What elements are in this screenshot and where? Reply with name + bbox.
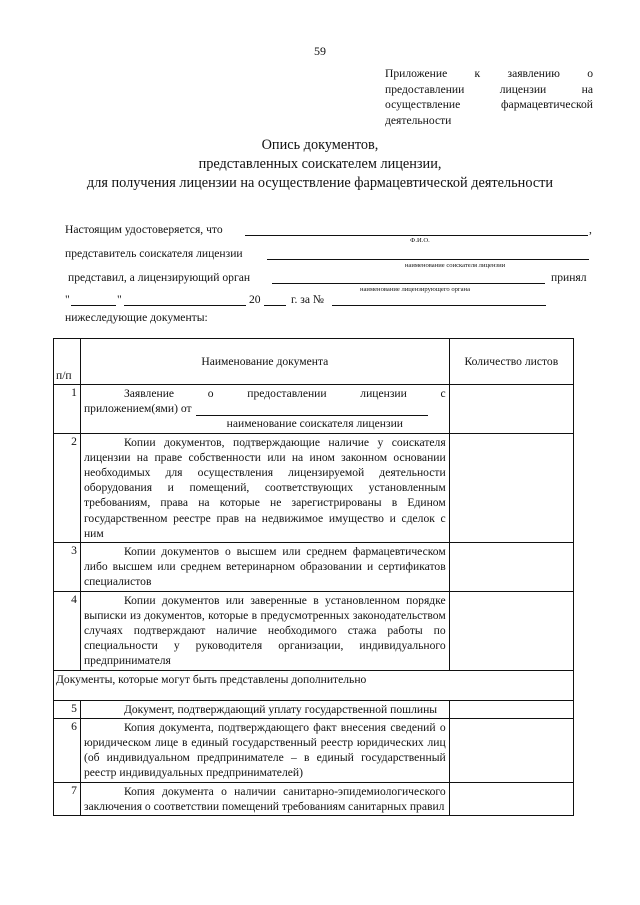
row1-text-b: приложением(ями) от [83,402,192,416]
documents-table [53,338,574,816]
row-document-name [80,385,449,434]
title-line-1: Опись документов, [261,137,379,153]
row-document-name: Копии документов о высшем или среднем фармацевтическом либо высшем или среднем ветеринарном образовании и сертификатов специалистов [80,543,449,592]
appendix-word: к [474,67,481,80]
row-number: 2 [54,433,81,542]
row-document-name: Копии документов или заверенные в установленном порядке выписки из документов, которые в предусмотренных законодательством случаях подтверждают наличие необходимого стажа работы по специальности у руководителя организации, индивидуального предпринимателя [80,591,449,670]
submitted-label: представил, а лицензирующий орган [68,271,251,284]
row-document-name: Копия документа о наличии санитарно-эпидемиологического заключения о соответствии помещений требованиям санитарных правил [80,782,449,815]
row-number: 1 [54,385,81,434]
appendix-word: заявлению [507,67,560,80]
title-line-2: представленных соискателем лицензии, [198,156,442,172]
row-document-name: Документ, подтверждающий уплату государственной пошлины [80,700,449,718]
section-label: Документы, которые могут быть представлены дополнительно [54,670,574,700]
authority-caption: наименование лицензирующего органа [359,286,471,293]
date-quote-open: " [65,293,70,306]
table-row [54,543,574,592]
col-header-name: Наименование документа [80,339,449,385]
fio-caption: Ф.И.О. [410,237,430,244]
row-document-name: Копия документа, подтверждающего факт внесения сведений о юридическом лице в единый государственный реестр юридических лиц (об индивидуальном предпринимателе – в единый государственный реестр индивидуальных предпринимателей) [80,718,449,782]
appendix-note [385,66,593,128]
row-qty[interactable] [449,543,573,592]
appendix-line-1 [385,66,593,82]
section-row [54,670,574,700]
row1-word: с [440,387,446,400]
appendix-word: предоставлении [385,82,465,96]
applicant-name-field[interactable] [267,259,589,260]
accepted-label: принял [551,271,587,284]
row1-line-b [84,401,446,416]
table-header-row [54,339,574,385]
row1-caption: наименование соискателя лицензии [226,417,403,431]
col-header-num: п/п [54,339,81,385]
row-number: 3 [54,543,81,592]
row1-word: лицензии [360,387,407,400]
appendix-word: осуществление [385,98,461,111]
table-row [54,718,574,782]
table-row [54,591,574,670]
appendix-word: на [581,82,593,96]
row-qty[interactable] [449,700,573,718]
table-row [54,700,574,718]
representative-label: представитель соискателя лицензии [65,247,243,260]
certify-comma: , [589,223,592,236]
row1-word: Заявление [123,387,175,400]
year-suffix: г. за № [291,293,324,306]
row1-date-field[interactable] [196,402,428,416]
date-quote-close: " [117,293,122,306]
title-line-3: для получения лицензии на осуществление фармацевтической деятельности [86,175,554,191]
table-row [54,782,574,815]
row-qty[interactable] [449,782,573,815]
date-day-field[interactable] [71,305,116,306]
row-number: 5 [54,700,81,718]
row-qty[interactable] [449,433,573,542]
row-number: 4 [54,591,81,670]
row1-word: предоставлении [247,387,327,400]
appendix-line-3 [385,97,593,113]
date-month-field[interactable] [124,305,246,306]
page-number: 59 [314,44,326,58]
following-docs-label: нижеследующие документы: [65,311,208,324]
appendix-word: о [587,67,593,80]
row1-word: о [207,387,214,400]
row-number: 6 [54,718,81,782]
row-number: 7 [54,782,81,815]
year-prefix: 20 [249,293,261,306]
fio-field[interactable] [245,235,588,236]
row-document-name: Копии документов, подтверждающие наличие у соискателя лицензии на праве собственности или на ином законном основании необходимых для осуществления лицензируемой деятельности оборудования и помещений, соответствующих установленным требованиям, права на которые не зарегистрированы в Едином государственном реестре прав на недвижимое имущество и сделок с ним [80,433,449,542]
licensing-authority-field[interactable] [272,283,545,284]
table-row [54,385,574,434]
registration-number-field[interactable] [332,305,546,306]
applicant-caption: наименование соискателя лицензии [404,262,506,269]
row1-line-a [84,386,446,401]
appendix-word: фармацевтической [501,98,593,111]
col-header-qty: Количество листов [449,339,573,385]
appendix-line-4: деятельности [385,113,452,127]
table-row [54,433,574,542]
appendix-line-2 [385,82,593,98]
date-year-field[interactable] [264,305,286,306]
appendix-word: Приложение [385,67,448,80]
row-qty[interactable] [449,385,573,434]
row-qty[interactable] [449,591,573,670]
certify-label: Настоящим удостоверяется, что [65,223,223,236]
document-title [0,136,640,193]
appendix-word: лицензии [499,82,547,96]
row-qty[interactable] [449,718,573,782]
